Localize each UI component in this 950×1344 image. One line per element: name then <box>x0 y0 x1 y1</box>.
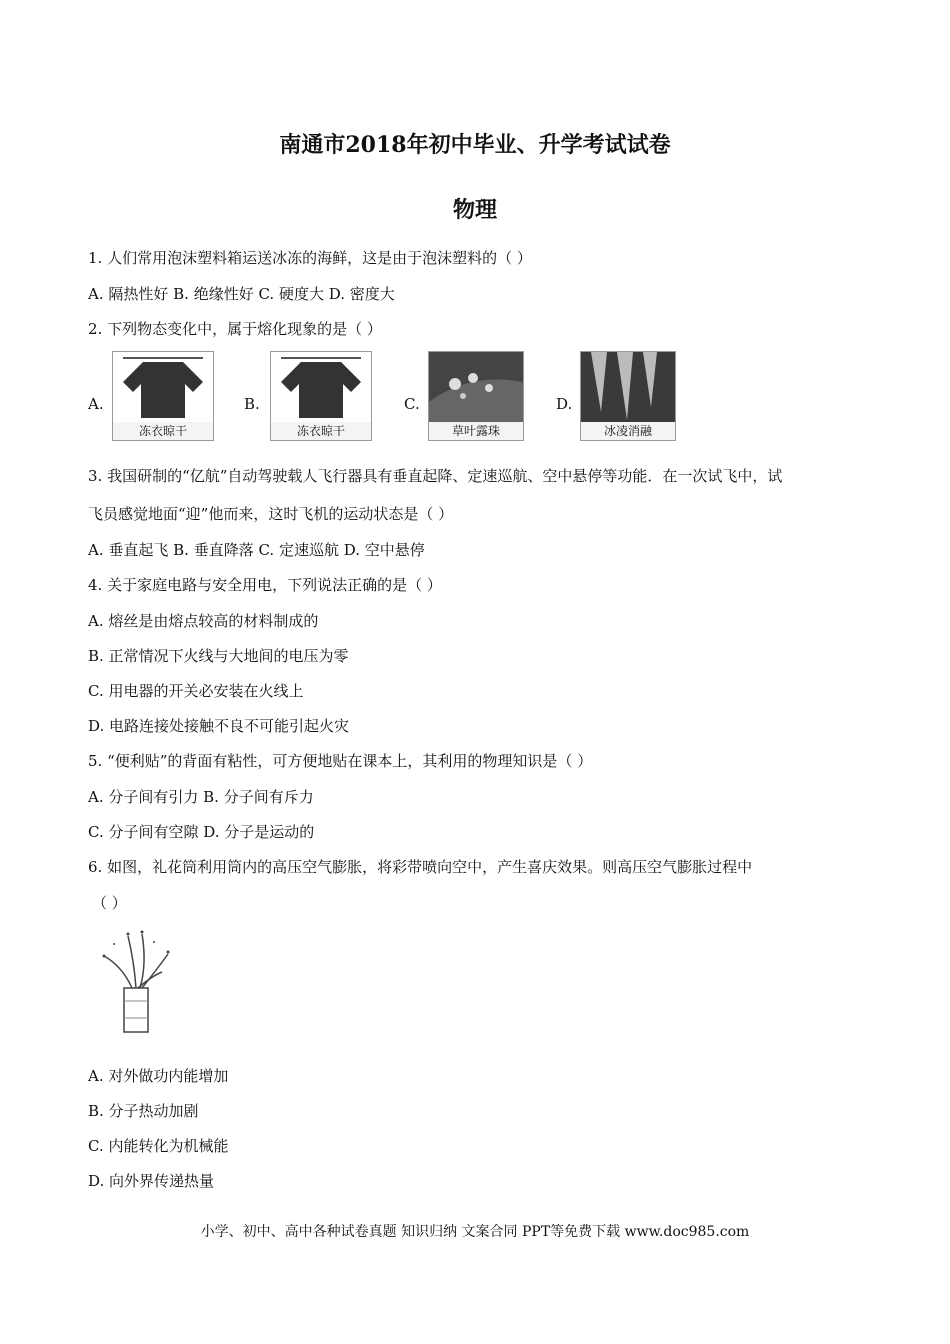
q6-option-a: A. 对外做功内能增加 <box>88 1067 229 1085</box>
frozen-clothes-icon <box>113 352 213 422</box>
q1-options: A. 隔热性好 B. 绝缘性好 C. 硬度大 D. 密度大 <box>88 285 395 303</box>
q6-paren: （ ） <box>92 894 127 912</box>
q4-stem: 4. 关于家庭电路与安全用电，下列说法正确的是（ ） <box>88 576 442 594</box>
q2-stem: 2. 下列物态变化中，属于熔化现象的是（ ） <box>88 320 382 338</box>
q6-option-b: B. 分子热动加剧 <box>88 1102 199 1120</box>
frozen-clothes-icon <box>271 352 371 422</box>
q3-stem-line2: 飞员感觉地面“迎”他而来，这时飞机的运动状态是（ ） <box>88 505 454 523</box>
q2-caption-a: 冻衣晾干 <box>113 422 213 440</box>
exam-title: 南通市2018年初中毕业、升学考试试卷 <box>279 132 671 158</box>
q3-options: A. 垂直起飞 B. 垂直降落 C. 定速巡航 D. 空中悬停 <box>88 541 425 559</box>
q2-label-c: C. <box>404 395 420 413</box>
q2-caption-d: 冰凌消融 <box>581 422 675 440</box>
q2-caption-b: 冻衣晾干 <box>271 422 371 440</box>
q2-label-b: B. <box>244 395 260 413</box>
q2-image-a <box>112 351 214 441</box>
q2-label-d: D. <box>556 395 573 413</box>
q5-options-row1: A. 分子间有引力 B. 分子间有斥力 <box>88 788 314 806</box>
q5-options-row2: C. 分子间有空隙 D. 分子是运动的 <box>88 823 315 841</box>
q5-stem: 5. “便利贴”的背面有粘性，可方便地贴在课本上，其利用的物理知识是（ ） <box>88 752 593 770</box>
subject-title: 物理 <box>452 197 497 223</box>
q1-stem: 1. 人们常用泡沫塑料箱运送冰冻的海鲜，这是由于泡沫塑料的（ ） <box>88 249 532 267</box>
party-popper-icon <box>92 926 172 1036</box>
footer-text: 小学、初中、高中各种试卷真题 知识归纳 文案合同 PPT等免费下载 www.doc985.com <box>200 1224 750 1240</box>
q2-caption-c: 草叶露珠 <box>429 422 523 440</box>
q2-image-c <box>428 351 524 441</box>
q3-stem-line1: 3. 我国研制的“亿航”自动驾驶载人飞行器具有垂直起降、定速巡航、空中悬停等功能．在一次试飞中，试 <box>88 467 783 485</box>
q4-option-a: A. 熔丝是由熔点较高的材料制成的 <box>88 612 319 630</box>
q2-label-a: A. <box>88 395 104 413</box>
q2-image-b <box>270 351 372 441</box>
leaf-dew-icon <box>429 352 523 422</box>
q4-option-c: C. 用电器的开关必安装在火线上 <box>88 682 304 700</box>
icicle-icon <box>581 352 675 422</box>
q2-image-d <box>580 351 676 441</box>
q4-option-b: B. 正常情况下火线与大地间的电压为零 <box>88 647 349 665</box>
q6-option-c: C. 内能转化为机械能 <box>88 1137 229 1155</box>
q4-option-d: D. 电路连接处接触不良不可能引起火灾 <box>88 717 350 735</box>
q6-option-d: D. 向外界传递热量 <box>88 1172 215 1190</box>
q6-stem: 6. 如图，礼花筒利用筒内的高压空气膨胀，将彩带喷向空中，产生喜庆效果。则高压空气膨胀过程中 <box>88 858 753 876</box>
q6-image <box>92 926 172 1036</box>
